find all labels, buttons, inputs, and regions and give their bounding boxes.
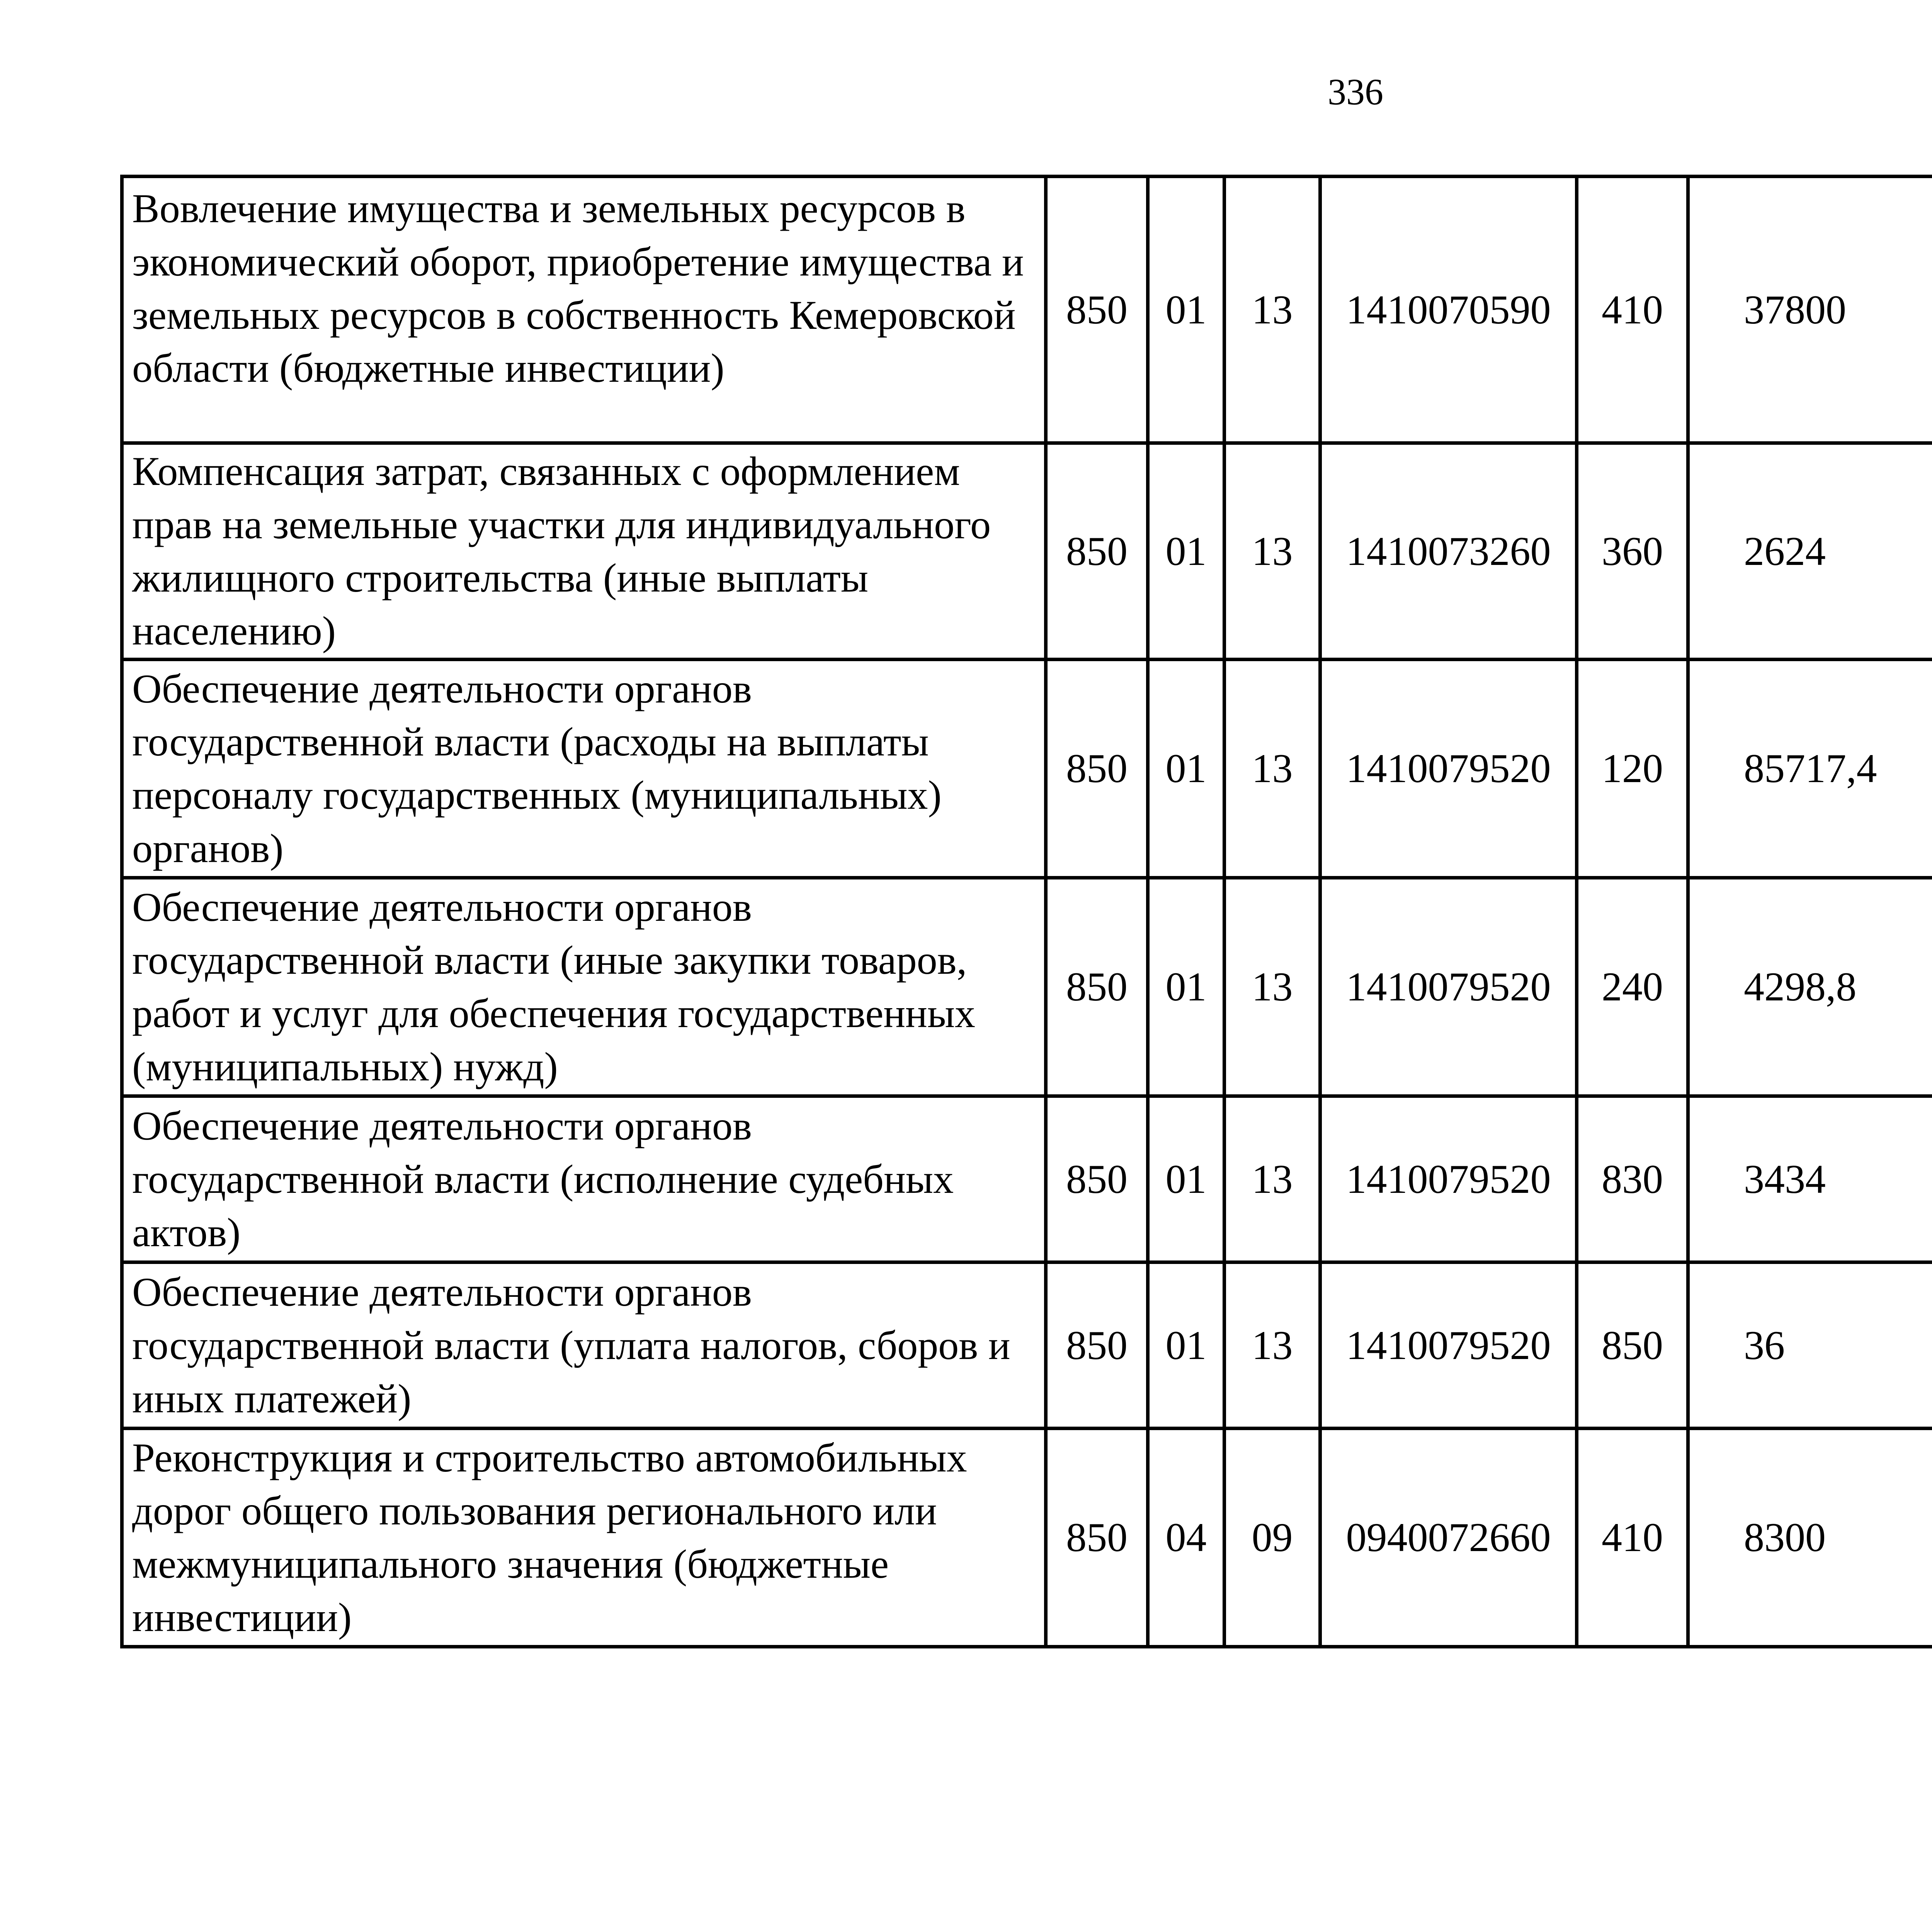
expense-type-cell: 410 bbox=[1577, 177, 1688, 443]
expense-name-cell: Компенсация затрат, связанных с оформлением прав на земельные участки для индивидуального жилищного строительства (иные выплаты населению) bbox=[122, 443, 1046, 660]
section-code-cell: 01 bbox=[1148, 177, 1225, 443]
section-code-cell: 01 bbox=[1148, 1096, 1225, 1262]
subsection-code-cell: 13 bbox=[1225, 1096, 1320, 1262]
section-code-cell: 01 bbox=[1148, 1262, 1225, 1429]
section-code-cell: 01 bbox=[1148, 660, 1225, 878]
amount-year-1-cell: 85717,4 bbox=[1688, 660, 1932, 878]
expense-name-cell: Обеспечение деятельности органов государственной власти (исполнение судебных актов) bbox=[122, 1096, 1046, 1262]
table-row bbox=[122, 660, 1932, 878]
expense-name-cell: Обеспечение деятельности органов государственной власти (иные закупки товаров, работ и услуг для обеспечения государственных (муниципальных) нужд) bbox=[122, 878, 1046, 1096]
ministry-code-cell: 850 bbox=[1046, 1262, 1148, 1429]
subsection-code-cell: 13 bbox=[1225, 177, 1320, 443]
expense-name-cell: Реконструкция и строительство автомобильных дорог общего пользования регионального или межмуниципального значения (бюджетные инвестиции) bbox=[122, 1429, 1046, 1647]
ministry-code-cell: 850 bbox=[1046, 1096, 1148, 1262]
target-article-cell: 0940072660 bbox=[1320, 1429, 1577, 1647]
amount-year-1-cell: 8300 bbox=[1688, 1429, 1932, 1647]
expense-name-cell: Обеспечение деятельности органов государственной власти (расходы на выплаты персоналу государственных (муниципальных) органов) bbox=[122, 660, 1046, 878]
table-row bbox=[122, 443, 1932, 660]
ministry-code-cell: 850 bbox=[1046, 443, 1148, 660]
expense-name-cell: Вовлечение имущества и земельных ресурсов в экономический оборот, приобретение имущества и земельных ресурсов в собственность Кемеровской области (бюджетные инвестиции) bbox=[122, 177, 1046, 443]
target-article-cell: 1410079520 bbox=[1320, 660, 1577, 878]
target-article-cell: 1410070590 bbox=[1320, 177, 1577, 443]
subsection-code-cell: 09 bbox=[1225, 1429, 1320, 1647]
expense-type-cell: 410 bbox=[1577, 1429, 1688, 1647]
amount-year-1-cell: 37800 bbox=[1688, 177, 1932, 443]
subsection-code-cell: 13 bbox=[1225, 878, 1320, 1096]
amount-year-1-cell: 3434 bbox=[1688, 1096, 1932, 1262]
table-row bbox=[122, 1096, 1932, 1262]
ministry-code-cell: 850 bbox=[1046, 177, 1148, 443]
expense-type-cell: 120 bbox=[1577, 660, 1688, 878]
section-code-cell: 01 bbox=[1148, 878, 1225, 1096]
amount-year-1-cell: 4298,8 bbox=[1688, 878, 1932, 1096]
expense-type-cell: 360 bbox=[1577, 443, 1688, 660]
section-code-cell: 04 bbox=[1148, 1429, 1225, 1647]
expense-type-cell: 850 bbox=[1577, 1262, 1688, 1429]
target-article-cell: 1410079520 bbox=[1320, 1262, 1577, 1429]
amount-year-1-cell: 2624 bbox=[1688, 443, 1932, 660]
amount-year-1-cell: 36 bbox=[1688, 1262, 1932, 1429]
section-code-cell: 01 bbox=[1148, 443, 1225, 660]
table-row bbox=[122, 878, 1932, 1096]
ministry-code-cell: 850 bbox=[1046, 878, 1148, 1096]
page-number: 336 bbox=[1328, 71, 1383, 112]
table-row bbox=[122, 1429, 1932, 1647]
subsection-code-cell: 13 bbox=[1225, 660, 1320, 878]
target-article-cell: 1410079520 bbox=[1320, 878, 1577, 1096]
table-row bbox=[122, 1262, 1932, 1429]
target-article-cell: 1410079520 bbox=[1320, 1096, 1577, 1262]
expense-name-cell: Обеспечение деятельности органов государственной власти (уплата налогов, сборов и иных платежей) bbox=[122, 1262, 1046, 1429]
expense-type-cell: 240 bbox=[1577, 878, 1688, 1096]
expense-type-cell: 830 bbox=[1577, 1096, 1688, 1262]
table-row bbox=[122, 177, 1932, 443]
budget-table bbox=[120, 175, 1932, 1648]
ministry-code-cell: 850 bbox=[1046, 1429, 1148, 1647]
target-article-cell: 1410073260 bbox=[1320, 443, 1577, 660]
subsection-code-cell: 13 bbox=[1225, 443, 1320, 660]
table-body bbox=[122, 177, 1932, 1647]
subsection-code-cell: 13 bbox=[1225, 1262, 1320, 1429]
ministry-code-cell: 850 bbox=[1046, 660, 1148, 878]
